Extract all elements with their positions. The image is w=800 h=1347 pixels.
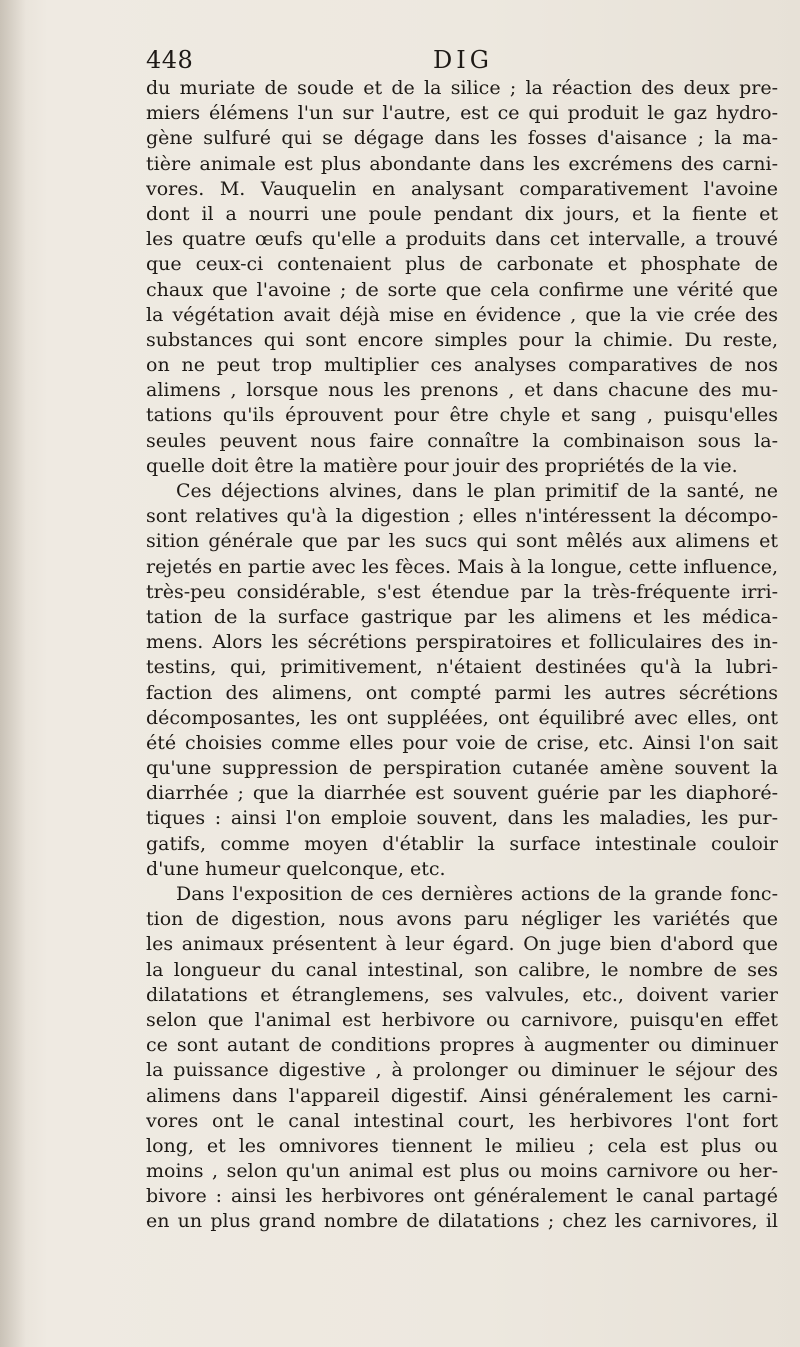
text-line: la puissance digestive , à prolonger ou diminuer le séjour des	[146, 1059, 778, 1082]
text-line: seules peuvent nous faire connaître la combinaison sous la-	[146, 429, 778, 452]
text-line: dilatations et étranglemens, ses valvules, etc., doivent varier	[146, 983, 778, 1006]
text-line: Ces déjections alvines, dans le plan primitif de la santé, ne	[176, 480, 778, 502]
text-line: moins , selon qu'un animal est plus ou moins carnivore ou her-	[146, 1160, 778, 1183]
spine-shadow	[0, 0, 26, 1347]
text-line: miers élémens l'un sur l'autre, est ce qui produit le gaz hydro-	[146, 102, 778, 125]
text-line: testins, qui, primitivement, n'étaient destinées qu'à la lubri-	[146, 656, 778, 679]
text-line: qu'une suppression de perspiration cutanée amène souvent la	[146, 757, 778, 780]
text-line: alimens , lorsque nous les prenons , et dans chacune des mu-	[146, 379, 778, 402]
text-line: chaux que l'avoine ; de sorte que cela confirme une vérité que	[146, 278, 778, 301]
text-line: ce sont autant de conditions propres à augmenter ou diminuer	[146, 1034, 778, 1057]
text-line: dont il a nourri une poule pendant dix jours, et la fiente et	[146, 202, 778, 225]
text-line: Dans l'exposition de ces dernières actions de la grande fonc-	[176, 883, 778, 905]
text-line: les quatre œufs qu'elle a produits dans cet intervalle, a trouvé	[146, 228, 778, 251]
text-line: été choisies comme elles pour voie de crise, etc. Ainsi l'on sait	[146, 731, 778, 754]
text-line: tations qu'ils éprouvent pour être chyle et sang , puisqu'elles	[146, 404, 778, 427]
text-line: sont relatives qu'à la digestion ; elles n'intéressent la décompo-	[146, 505, 778, 528]
text-line: sition générale que par les sucs qui sont mêlés aux alimens et	[146, 530, 778, 553]
text-line: diarrhée ; que la diarrhée est souvent guérie par les diaphoré-	[146, 782, 778, 805]
page-header	[146, 44, 780, 78]
text-line: tiques : ainsi l'on emploie souvent, dans les maladies, les pur-	[146, 807, 778, 830]
text-line: d'une humeur quelconque, etc.	[146, 857, 446, 880]
text-line: bivore : ainsi les herbivores ont généralement le canal partagé	[146, 1185, 778, 1208]
text-line: décomposantes, les ont suppléées, ont équilibré avec elles, ont	[146, 706, 778, 729]
text-line: mens. Alors les sécrétions perspiratoires et folliculaires des in-	[146, 631, 778, 654]
text-line: rejetés en partie avec les fèces. Mais à la longue, cette influence,	[146, 555, 778, 578]
text-line: la végétation avait déjà mise en évidence , que la vie crée des	[146, 303, 778, 326]
text-line: en un plus grand nombre de dilatations ; chez les carnivores, il	[146, 1210, 778, 1233]
text-line: alimens dans l'appareil digestif. Ainsi généralement les carni-	[146, 1084, 778, 1107]
text-line: vores ont le canal intestinal court, les herbivores l'ont fort	[146, 1109, 778, 1132]
text-line: faction des alimens, ont compté parmi les autres sécrétions	[146, 681, 778, 704]
text-line: du muriate de soude et de la silice ; la réaction des deux pre-	[146, 77, 778, 99]
text-line: tière animale est plus abondante dans les excrémens des carni-	[146, 152, 778, 175]
text-line: gatifs, comme moyen d'établir la surface intestinale couloir	[146, 832, 778, 855]
text-line: très-peu considérable, s'est étendue par la très-fréquente irri-	[146, 580, 778, 603]
running-head: DIG	[433, 46, 493, 74]
text-line: tation de la surface gastrique par les alimens et les médica-	[146, 605, 778, 628]
text-line: vores. M. Vauquelin en analysant comparativement l'avoine	[146, 177, 778, 200]
text-line: les animaux présentent à leur égard. On juge bien d'abord que	[146, 933, 778, 956]
body-text	[146, 76, 778, 1235]
text-line: gène sulfuré qui se dégage dans les fosses d'aisance ; la ma-	[146, 127, 778, 150]
text-line: que ceux-ci contenaient plus de carbonate et phosphate de	[146, 253, 778, 276]
text-line: substances qui sont encore simples pour la chimie. Du reste,	[146, 328, 778, 351]
text-line: tion de digestion, nous avons paru négliger les variétés que	[146, 908, 778, 931]
text-line: quelle doit être la matière pour jouir des propriétés de la vie.	[146, 454, 738, 477]
text-line: selon que l'animal est herbivore ou carnivore, puisqu'en effet	[146, 1008, 778, 1031]
text-line: on ne peut trop multiplier ces analyses comparatives de nos	[146, 354, 778, 377]
text-line: long, et les omnivores tiennent le milieu ; cela est plus ou	[146, 1134, 778, 1157]
page-number: 448	[146, 46, 194, 74]
text-line: la longueur du canal intestinal, son calibre, le nombre de ses	[146, 958, 778, 981]
